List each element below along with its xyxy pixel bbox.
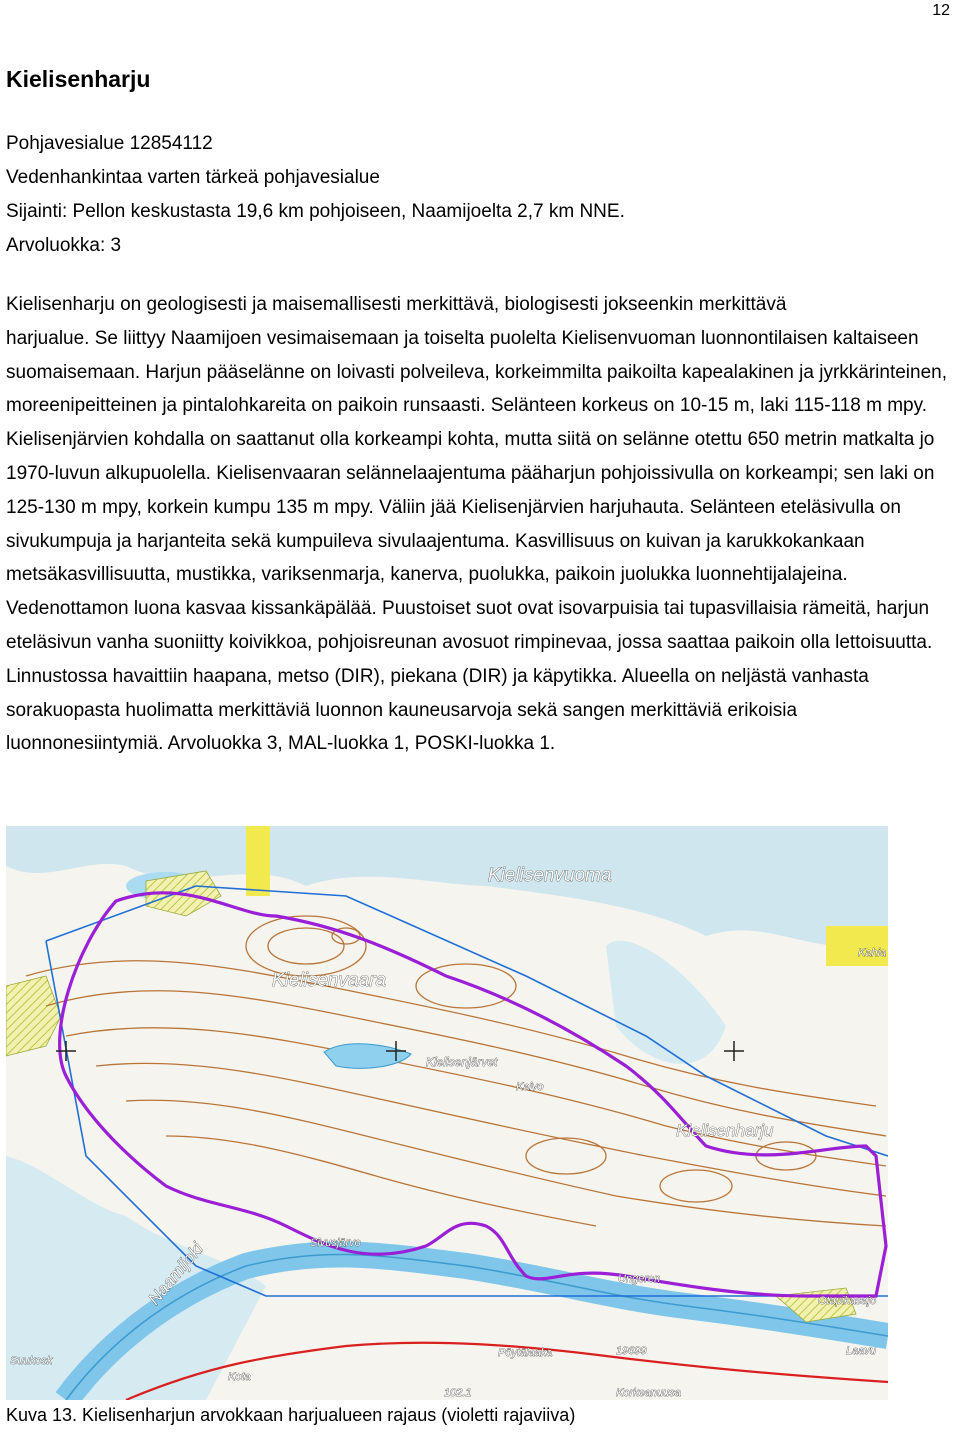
map-label-poytalaaka: Pöytälaaka [498, 1347, 553, 1359]
description-text: harjualue. Se liittyy Naamijoen vesimaisemaan ja toiselta puolelta Kielisenvuoman luonnontilaisen kaltaiseen suomaisemaan. Harjun pääselänne on loivasti polveileva, korkeimmilta paikoilta kapealakinen ja jyrkkärinteinen, moreenipeitteinen ja pintalohkareita on paikoin runsaasti. Selänteen korkeus on 10-15 m, laki 115-118 m mpy. Kielisenjärvien kohdalla on saattanut olla korkeampi kohta, mutta siitä on selänne otettu 650 metrin matkalta jo 1970-luvun alkupuolella. Kielisenvaaran selännelaajentuma pääharjun pohjoissivulla on korkeampi; sen laki on 125-130 m mpy, korkein kumpu 135 m mpy. Väliin jää Kielisenjärvien harjuhauta. Selänteen eteläsivulla on sivukumpuja ja harjanteita sekä kumpuileva sivulaajentuma. Kasvillisuus on kuivan ja karukkokankaan metsäkasvillisuutta, mustikka, variksenmarja, kanerva, puolukka, paikoin juolukka luonnehtijalajeina. Vedenottamon luona kasvaa kissankäpälää. Puustoiset suot ovat isovarpuisia tai tupasvillaisia rämeitä, harjun eteläsivun vanha suoniitty koivikkoa, pohjoisreunan avosuot rimpinevaa, jossa saattaa paikoin olla lettoisuutta. Linnustossa havaittiin haapana, metso (DIR), piekana (DIR) ja käpytikka. Alueella on neljästä vanhasta sorakuopasta huolimatta merkittäviä luonnon kauneusarvoja sekä sangen merkittäviä erikoisia luonnonesiintymiä. Arvoluokka 3, MAL-luokka 1, POSKI-luokka 1. [6, 327, 948, 755]
map-label-kaivo: Kaivo [516, 1081, 544, 1093]
map-label-kahia: Kahia [858, 947, 887, 959]
map-label-kielisenvuoma: Kielisenvuoma [488, 865, 612, 886]
page-number: 12 [932, 2, 950, 19]
figure-caption: Kuva 13. Kielisenharjun arvokkaan harjualueen rajaus (violetti rajaviiva) [6, 1405, 576, 1425]
metadata-line-groundwater-area: Pohjavesialue 12854112 [6, 133, 213, 154]
topographic-map [6, 826, 888, 1400]
map-label-kielisenvaara: Kielisenvaara [272, 970, 387, 991]
map-label-sivusjarvo: Sivusjärvo [310, 1237, 361, 1249]
field-north [246, 826, 270, 896]
map-label-road-number: 19699 [616, 1345, 647, 1357]
map-label-kielisenharju: Kielisenharju [676, 1121, 774, 1140]
map-label-suukoski: Suukosk [10, 1355, 53, 1367]
map-svg [6, 826, 888, 1400]
page-title: Kielisenharju [6, 66, 151, 92]
map-label-kielisenjarvet: Kielisenjärvet [426, 1055, 498, 1069]
map-label-ungeren: Ungeren [618, 1273, 661, 1285]
map-label-korkeanuusa: Korkeanuusa [616, 1387, 681, 1399]
map-label-laavu: Laavu [846, 1345, 876, 1357]
metadata-line-classification: Vedenhankintaa varten tärkeä pohjavesialue [6, 167, 380, 188]
map-label-otapikasajo: Otapikasajo [818, 1295, 877, 1307]
map-label-kota: Kota [228, 1371, 251, 1383]
description-intro: Kielisenharju on geologisesti ja maisemallisesti merkittävä, biologisesti jokseenkin merkittävä [6, 294, 787, 315]
description-paragraph [6, 288, 956, 761]
area-metadata [6, 127, 625, 263]
metadata-line-location: Sijainti: Pellon keskustasta 19,6 km pohjoiseen, Naamijoelta 2,7 km NNE. [6, 201, 625, 222]
metadata-line-value-class: Arvoluokka: 3 [6, 235, 122, 256]
map-label-spot-height: 102.1 [444, 1387, 472, 1399]
map-label-naamijoki: Naamijoki [144, 1239, 208, 1309]
field-northeast [826, 926, 888, 966]
